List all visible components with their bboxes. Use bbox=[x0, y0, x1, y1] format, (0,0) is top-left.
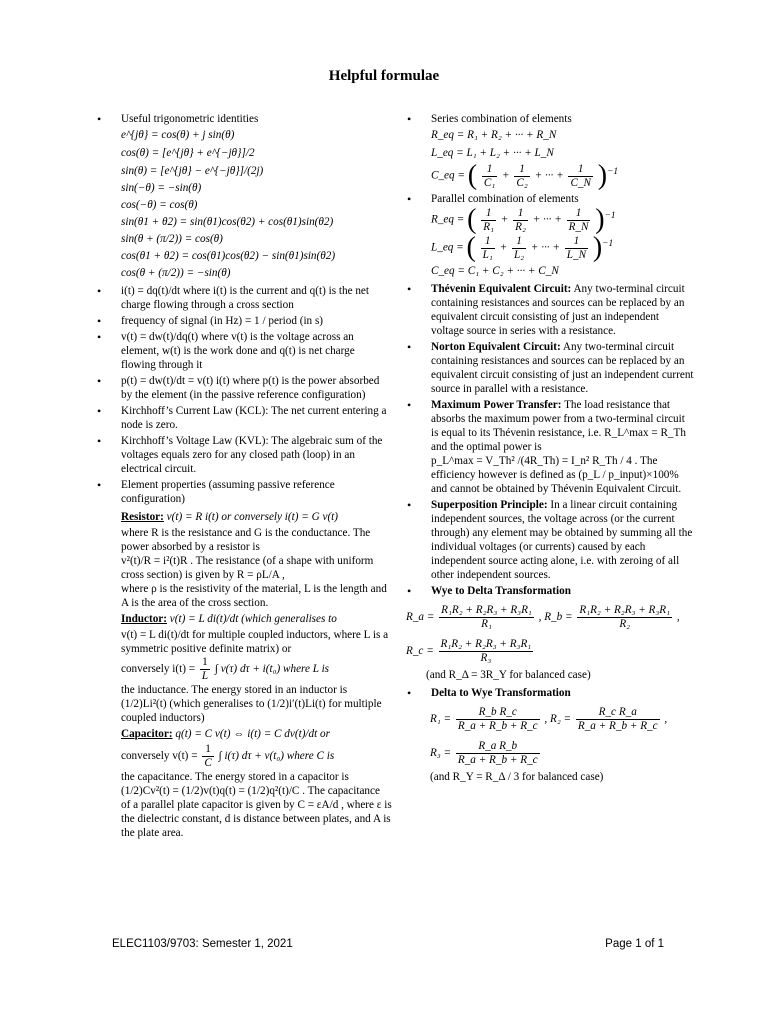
capacitor-fraction bbox=[202, 743, 213, 770]
superposition-text: In a linear circuit containing independent sources, the voltage across (or the current through) any element may be obtained by summing all the individual voltages (or currents) caused by each independent source acting alone, i.e. with zeroing of all other independent sources. bbox=[431, 499, 693, 581]
r2-lhs: , R₂ = bbox=[544, 713, 572, 725]
fraction-denominator: L₁ bbox=[482, 248, 493, 261]
term-fraction bbox=[512, 235, 526, 262]
trig-identity: sin(θ + (π/2)) = cos(θ) bbox=[121, 233, 223, 245]
thevenin-label: Thévenin Equivalent Circuit: bbox=[431, 283, 572, 295]
r3-line bbox=[430, 736, 694, 770]
frequency-text: frequency of signal (in Hz) = 1 / period (in s) bbox=[121, 315, 324, 327]
inductor-fraction bbox=[200, 656, 210, 683]
plus-sign: + bbox=[502, 169, 510, 182]
norton-text: Any two-terminal circuit containing resistances and sources can be replaced by an equivalent circuit consisting of just an independent current source in parallel with a resistance. bbox=[431, 341, 694, 395]
inductor-coupled: v(t) = L di(t)/dt for multiple coupled inductors, where L is a symmetric positive definite matrix) or bbox=[121, 629, 389, 655]
voltage-text: v(t) = dw(t)/dq(t) where v(t) is the voltage across an element, w(t) is the work done and q(t) is net charge flowing through it bbox=[121, 331, 355, 371]
trig-identities bbox=[92, 112, 392, 282]
rb-fraction bbox=[577, 604, 672, 631]
inductor-integral-lhs: conversely i(t) = bbox=[121, 663, 196, 676]
page-title: Helpful formulae bbox=[328, 68, 440, 84]
comma: , bbox=[676, 611, 680, 623]
delta-wye-heading: Delta to Wye Transformation bbox=[431, 687, 571, 699]
fraction-denominator: C_N bbox=[570, 176, 591, 189]
parallel-r-lhs: R_eq = bbox=[431, 213, 465, 226]
parallel-heading: Parallel combination of elements bbox=[431, 193, 579, 205]
series-heading: Series combination of elements bbox=[431, 113, 572, 125]
fraction-denominator: R₃ bbox=[480, 651, 492, 664]
fraction-numerator: 1 bbox=[482, 163, 497, 177]
fraction-numerator: R₁R₂ + R₂R₃ + R₃R₁ bbox=[579, 603, 671, 616]
inductor-law: v(t) = L di(t)/dt (which generalises to bbox=[169, 613, 337, 625]
wye-delta-note: (and R_Δ = 3R_Y for balanced case) bbox=[426, 669, 591, 681]
left-paren: ( bbox=[466, 232, 476, 263]
norton-label: Norton Equivalent Circuit: bbox=[431, 341, 561, 353]
term-fraction bbox=[482, 163, 497, 190]
plus-sign: + bbox=[499, 241, 508, 254]
capacitor-label: Capacitor: bbox=[121, 728, 173, 740]
capacitor-energy: the capacitance. The energy stored in a capacitor is (1/2)Cv²(t) = (1/2)v(t)q(t) = (1/2)q²(t)/C . The capacitance of a parallel plate capacitor is given by C = εA/d , where ε is the dielectric constant, d is distance between plates, and A is the plate area. bbox=[121, 771, 392, 839]
parallel-resistance bbox=[431, 206, 694, 234]
resistor-desc: where R is the resistance and G is the conductance. The power absorbed by a resistor is bbox=[121, 527, 371, 553]
plus-sign: + bbox=[500, 213, 509, 226]
resistor-block bbox=[121, 508, 392, 610]
fraction-denominator: R_a + R_b + R_c bbox=[457, 753, 538, 766]
delta-wye-note: (and R_Y = R_Δ / 3 for balanced case) bbox=[430, 771, 604, 783]
right-paren: ) bbox=[597, 160, 608, 191]
term-fraction bbox=[513, 207, 528, 234]
series-resistance: R_eq = R₁ + R₂ + ··· + R_N bbox=[431, 129, 557, 141]
element-properties bbox=[92, 478, 392, 840]
comma: , bbox=[664, 713, 668, 725]
wye-delta-heading: Wye to Delta Transformation bbox=[431, 585, 571, 597]
r1-r2-line bbox=[430, 702, 694, 736]
fraction-numerator: 1 bbox=[200, 656, 210, 670]
ra-rb-line bbox=[406, 600, 694, 634]
rc-line bbox=[406, 634, 694, 668]
left-paren: ( bbox=[467, 204, 477, 235]
inductor-block bbox=[121, 610, 392, 725]
superposition-label: Superposition Principle: bbox=[431, 499, 548, 511]
parallel-combination bbox=[402, 192, 694, 280]
capacitor-integral bbox=[121, 743, 392, 770]
fraction-denominator: R_a + R_b + R_c bbox=[577, 719, 658, 732]
element-heading: Element properties (assuming passive reference configuration) bbox=[121, 479, 335, 505]
trig-identity: cos(θ + (π/2)) = −sin(θ) bbox=[121, 267, 231, 279]
term-fraction bbox=[481, 235, 495, 262]
superposition-principle bbox=[402, 498, 694, 582]
fraction-denominator: L_N bbox=[566, 248, 587, 261]
plus-dots: + ··· + bbox=[530, 241, 560, 254]
inverse-exponent: −1 bbox=[604, 210, 616, 221]
right-paren: ) bbox=[592, 232, 603, 263]
current-definition bbox=[92, 284, 392, 312]
power-text: p(t) = dw(t)/dt = v(t) i(t) where p(t) is the power absorbed by the element (in the passive reference configuration) bbox=[121, 375, 380, 401]
right-formula-list-2 bbox=[402, 686, 694, 700]
fraction-denominator: L bbox=[201, 670, 209, 682]
frequency-definition bbox=[92, 314, 392, 328]
kvl-definition bbox=[92, 434, 392, 476]
fraction-denominator: L₂ bbox=[513, 248, 525, 261]
power-definition bbox=[92, 374, 392, 402]
capacitor-block bbox=[121, 725, 392, 840]
inverse-exponent: −1 bbox=[602, 238, 614, 249]
kcl-definition bbox=[92, 404, 392, 432]
trig-identity: cos(θ1 + θ2) = cos(θ1)cos(θ2) − sin(θ1)sin(θ2) bbox=[121, 250, 336, 262]
fraction-numerator: 1 bbox=[565, 235, 588, 249]
voltage-definition bbox=[92, 330, 392, 372]
right-formula-list bbox=[402, 112, 694, 598]
fraction-numerator: R_c R_a bbox=[576, 706, 660, 720]
fraction-numerator: 1 bbox=[481, 235, 495, 249]
fraction-denominator: C₁ bbox=[483, 176, 496, 189]
mpt-text: The load resistance that absorbs the maximum power from a two-terminal circuit is equal to its Thévenin resistance, i.e. R_L^max = R_Th and the optimal power is bbox=[431, 399, 686, 453]
inverse-exponent: −1 bbox=[607, 166, 619, 177]
fraction-numerator: R_b R_c bbox=[456, 706, 540, 720]
term-fraction bbox=[568, 163, 593, 190]
r2-fraction bbox=[576, 706, 660, 733]
trig-identity: cos(θ) = [e^{jθ} + e^{−jθ}]/2 bbox=[121, 147, 255, 159]
fraction-denominator: C bbox=[204, 757, 212, 769]
fraction-denominator: R₁ bbox=[481, 617, 492, 630]
plus-dots: + ··· + bbox=[534, 169, 564, 182]
inductor-energy: the inductance. The energy stored in an inductor is (1/2)Li²(t) (which generalises to (1/2)i′(t)Li(t) for multiple coupled inductors) bbox=[121, 684, 382, 724]
mpt-label: Maximum Power Transfer: bbox=[431, 399, 562, 411]
parallel-inductance bbox=[431, 234, 694, 262]
fraction-numerator: 1 bbox=[514, 163, 529, 177]
fraction-numerator: 1 bbox=[567, 207, 591, 221]
parallel-l-lhs: L_eq = bbox=[431, 241, 464, 254]
r1-fraction bbox=[456, 706, 540, 733]
footer-page-number: Page 1 of 1 bbox=[605, 938, 664, 950]
fraction-numerator: R₁R₂ + R₂R₃ + R₃R₁ bbox=[440, 637, 532, 650]
ra-lhs: R_a = bbox=[406, 611, 435, 623]
series-capacitance bbox=[431, 162, 694, 190]
fraction-denominator: R₂ bbox=[515, 220, 526, 233]
rc-lhs: R_c = bbox=[406, 645, 434, 657]
fraction-denominator: C₂ bbox=[516, 176, 528, 189]
left-formula-list bbox=[92, 112, 392, 840]
fraction-numerator: R₁R₂ + R₂R₃ + R₃R₁ bbox=[441, 603, 532, 616]
trig-identity: sin(θ1 + θ2) = sin(θ1)cos(θ2) + cos(θ1)sin(θ2) bbox=[121, 216, 334, 228]
delta-to-wye bbox=[402, 686, 694, 700]
delta-wye-formulas bbox=[430, 702, 694, 784]
inductor-integral-rhs: ∫ v(τ) dτ + i(t₀) where L is bbox=[214, 663, 330, 676]
norton-definition bbox=[402, 340, 694, 396]
r3-fraction bbox=[456, 740, 540, 767]
fraction-denominator: R₂ bbox=[619, 617, 631, 630]
term-fraction bbox=[567, 207, 591, 234]
fraction-numerator: 1 bbox=[202, 743, 213, 757]
wye-to-delta bbox=[402, 584, 694, 598]
footer-course: ELEC1103/9703: Semester 1, 2021 bbox=[112, 938, 293, 950]
right-paren: ) bbox=[595, 204, 605, 235]
series-c-lhs: C_eq = bbox=[431, 169, 465, 182]
term-fraction bbox=[565, 235, 588, 262]
current-text: i(t) = dq(t)/dt where i(t) is the current and q(t) is the net charge flowing through a cross section bbox=[121, 285, 370, 311]
fraction-denominator: R₁ bbox=[483, 220, 494, 233]
fraction-numerator: R_a R_b bbox=[456, 740, 540, 754]
fraction-denominator: R_N bbox=[568, 220, 589, 233]
right-column bbox=[402, 112, 694, 784]
rb-lhs: , R_b = bbox=[538, 611, 573, 623]
fraction-numerator: 1 bbox=[568, 163, 593, 177]
term-fraction bbox=[514, 163, 529, 190]
series-inductance: L_eq = L₁ + L₂ + ··· + L_N bbox=[431, 147, 554, 159]
r1-lhs: R₁ = bbox=[430, 713, 452, 725]
fraction-denominator: R_a + R_b + R_c bbox=[457, 719, 538, 732]
rc-fraction bbox=[439, 638, 534, 665]
fraction-numerator: 1 bbox=[481, 207, 496, 221]
plus-dots: + ··· + bbox=[532, 213, 562, 226]
capacitor-integral-lhs: conversely v(t) = bbox=[121, 750, 198, 763]
term-fraction bbox=[481, 207, 496, 234]
wye-delta-formulas bbox=[406, 600, 694, 682]
series-combination bbox=[402, 112, 694, 190]
resistor-label: Resistor: bbox=[121, 511, 164, 523]
trig-identity: sin(θ) = [e^{jθ} − e^{−jθ}]/(2j) bbox=[121, 165, 264, 177]
resistor-resistivity: where ρ is the resistivity of the material, L is the length and A is the area of the cross section. bbox=[121, 583, 387, 609]
thevenin-definition bbox=[402, 282, 694, 338]
kvl-text: Kirchhoff’s Voltage Law (KVL): The algebraic sum of the voltages equals zero for any closed path (loop) in an electrical circuit. bbox=[121, 435, 383, 475]
fraction-numerator: 1 bbox=[513, 207, 528, 221]
capacitor-integral-rhs: ∫ i(τ) dτ + v(t₀) where C is bbox=[218, 750, 335, 763]
trig-identity: e^{jθ} = cos(θ) + j sin(θ) bbox=[121, 129, 235, 141]
resistor-power: v²(t)/R = i²(t)R . The resistance (of a shape with uniform cross section) is given by R = ρL/A , bbox=[121, 555, 374, 581]
trig-identity: sin(−θ) = −sin(θ) bbox=[121, 182, 202, 194]
r3-lhs: R₃ = bbox=[430, 747, 452, 759]
mpt-equation: p_L^max = V_Th² /(4R_Th) = I_n² R_Th / 4 . The efficiency however is defined as (p_L / p_input)×100% and cannot be obtained by Thévenin Equivalent Circuit. bbox=[431, 455, 682, 495]
trig-identity: cos(−θ) = cos(θ) bbox=[121, 199, 198, 211]
fraction-numerator: 1 bbox=[512, 235, 526, 249]
trig-heading: Useful trigonometric identities bbox=[121, 113, 259, 125]
thevenin-text: Any two-terminal circuit containing resistances and sources can be replaced by an equivalent circuit consisting of just an independent voltage source in series with a resistance. bbox=[431, 283, 685, 337]
inductor-integral bbox=[121, 656, 392, 683]
left-paren: ( bbox=[467, 160, 478, 191]
max-power-transfer bbox=[402, 398, 694, 496]
parallel-capacitance: C_eq = C₁ + C₂ + ··· + C_N bbox=[431, 265, 559, 277]
kcl-text: Kirchhoff’s Current Law (KCL): The net current entering a node is zero. bbox=[121, 405, 387, 431]
resistor-law: v(t) = R i(t) or conversely i(t) = G v(t) bbox=[166, 511, 339, 523]
inductor-label: Inductor: bbox=[121, 613, 167, 625]
ra-fraction bbox=[439, 604, 534, 631]
left-column bbox=[92, 112, 392, 842]
capacitor-law: q(t) = C v(t) ⇔ i(t) = C dv(t)/dt or bbox=[175, 728, 330, 740]
